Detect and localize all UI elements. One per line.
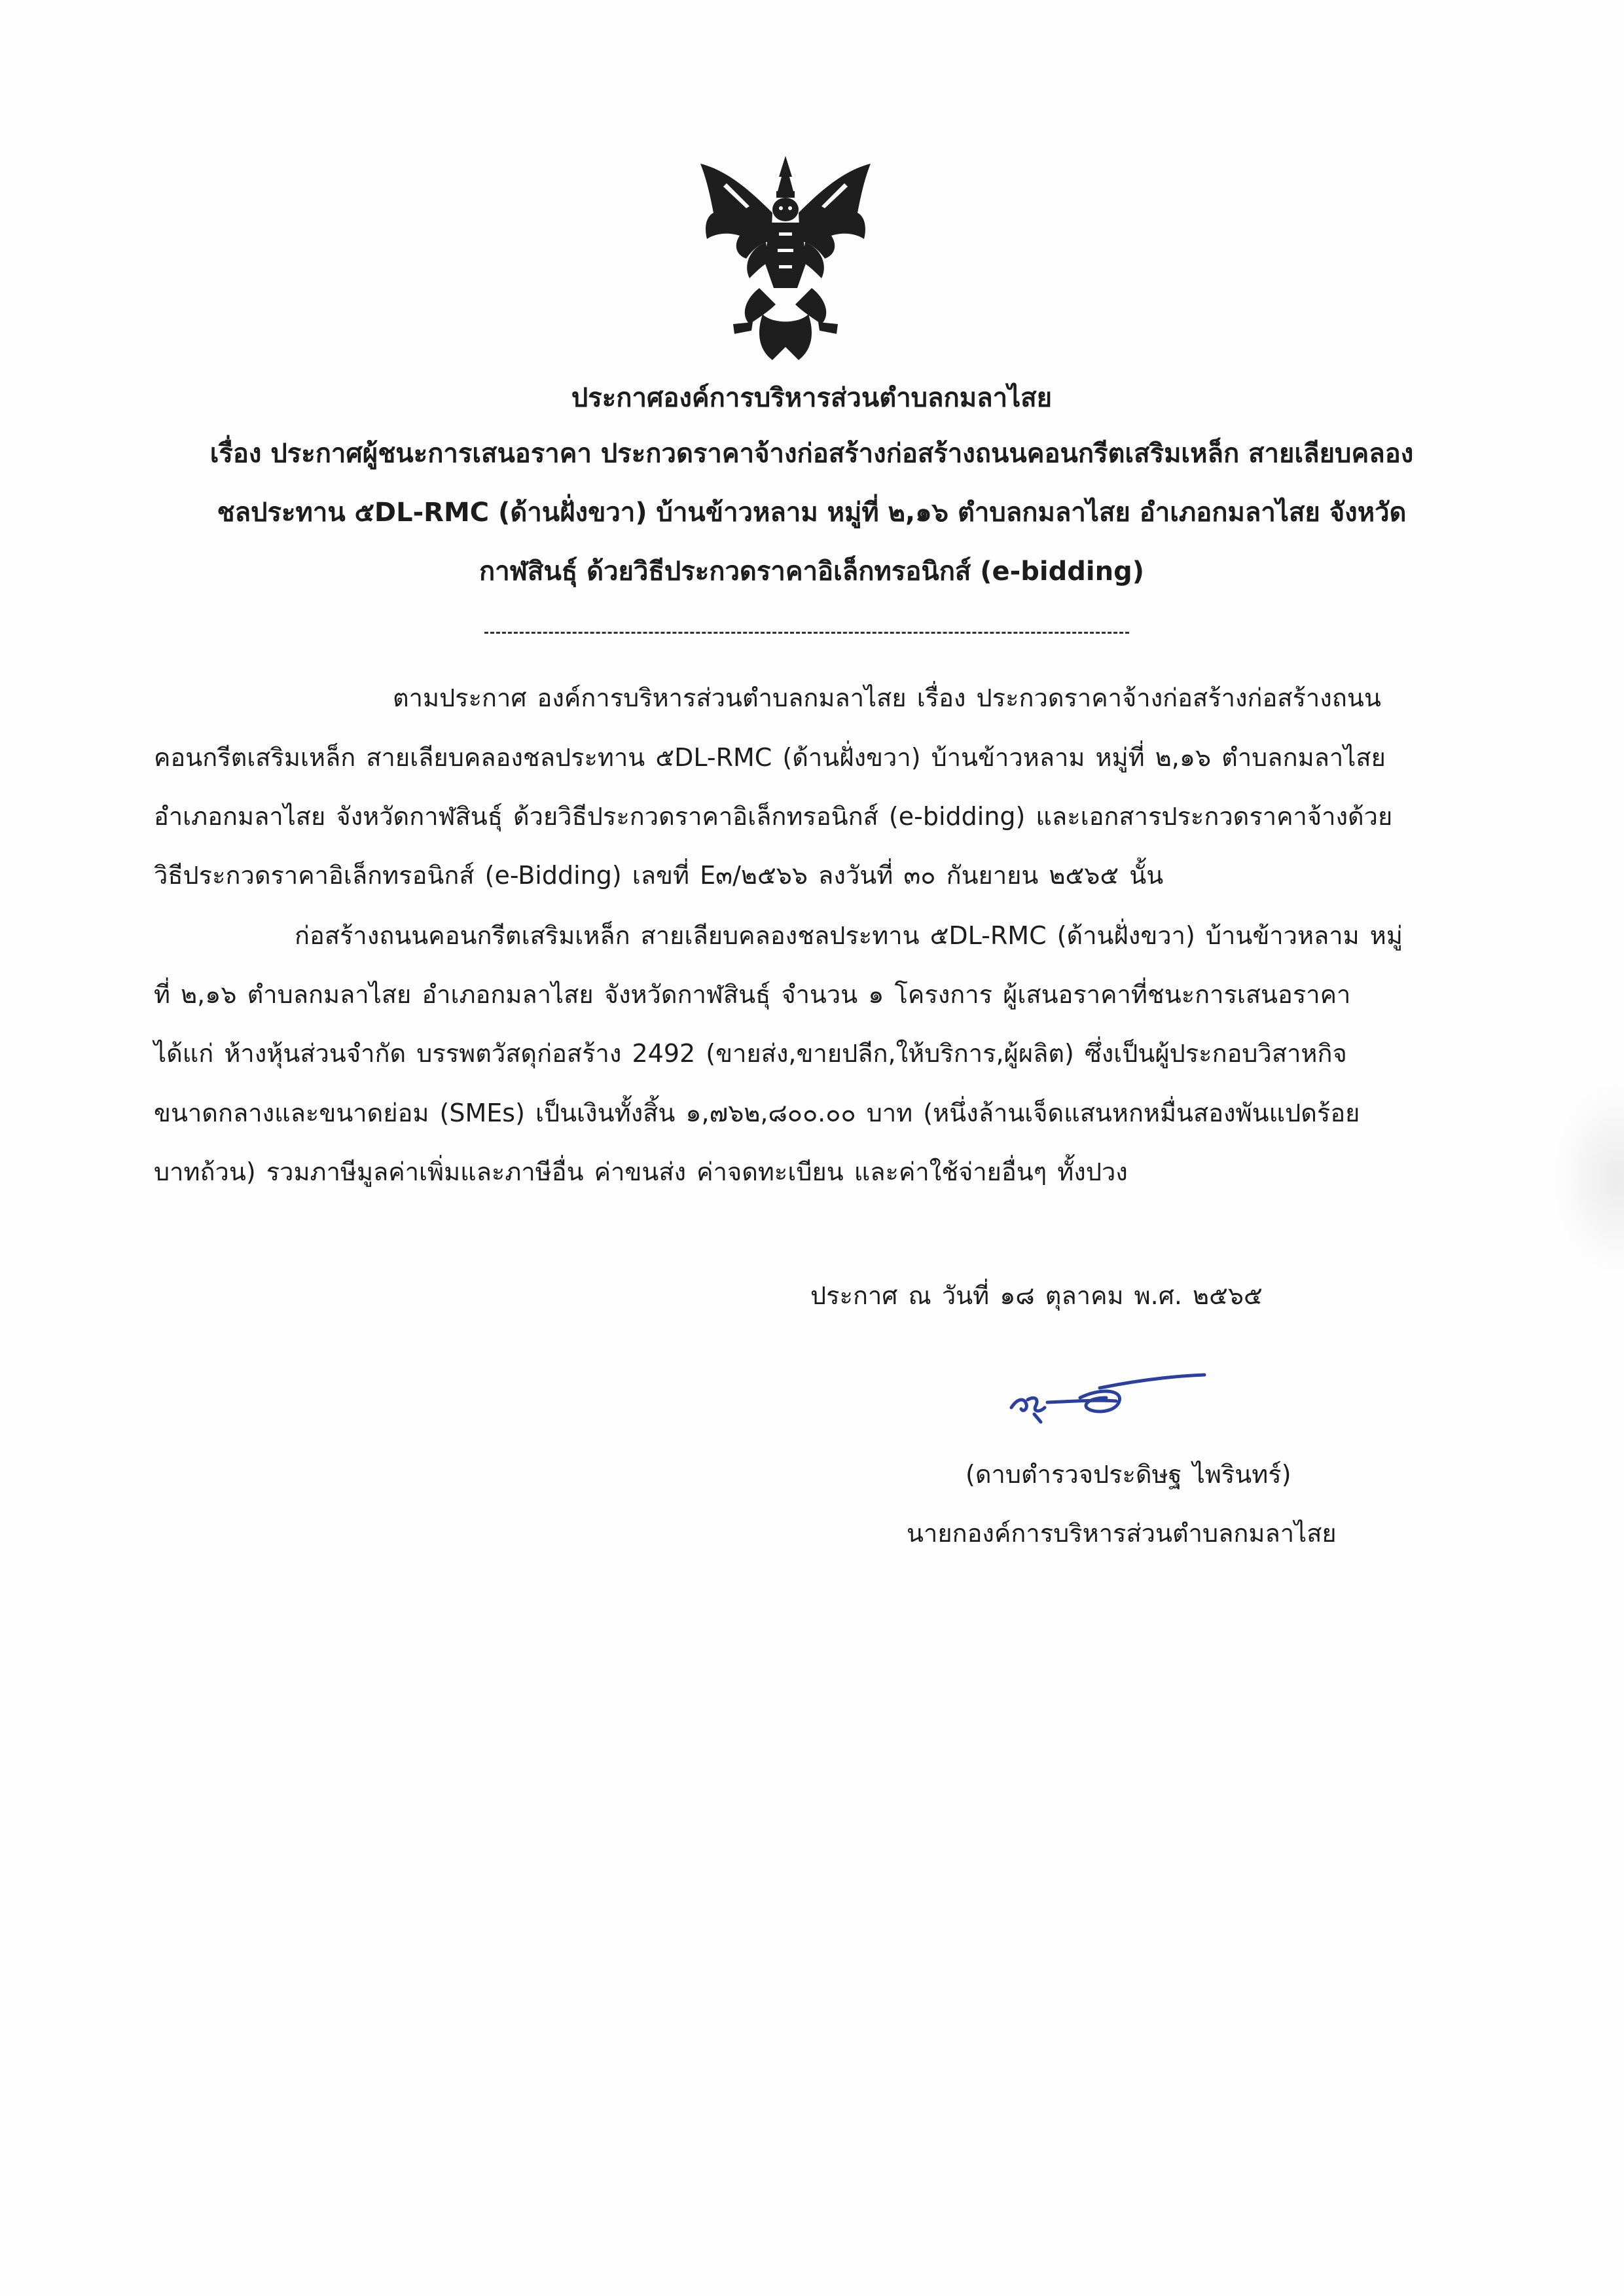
paragraph-2-line-2: ที่ ๒,๑๖ ตำบลกมลาไสย อำเภอกมลาไสย จังหวัดกาฬสินธุ์ จำนวน ๑ โครงการ ผู้เสนอราคาที่ชนะการเสนอราคา bbox=[154, 980, 1351, 1009]
signer-name: (ดาบตำรวจประดิษฐ ไพรินทร์) bbox=[965, 1460, 1291, 1489]
paragraph-2-line-4: ขนาดกลางและขนาดย่อม (SMEs) เป็นเงินทั้งสิ้น ๑,๗๖๒,๘๐๐.๐๐ บาท (หนึ่งล้านเจ็ดแสนหกหมื่นสองพันแปดร้อย bbox=[154, 1099, 1360, 1127]
paragraph-1-line-4: วิธีประกวดราคาอิเล็กทรอนิกส์ (e-Bidding) เลขที่ E๓/๒๕๖๖ ลงวันที่ ๓๐ กันยายน ๒๕๖๕ นั้น bbox=[154, 861, 1164, 890]
paragraph-2-line-1: ก่อสร้างถนนคอนกรีตเสริมเหล็ก สายเลียบคลองชลประทาน ๕DL-RMC (ด้านฝั่งขวา) บ้านข้าวหลาม หมู่ bbox=[295, 921, 1403, 950]
announcement-title: ประกาศองค์การบริหารส่วนตำบลกมลาไสย bbox=[571, 383, 1053, 413]
subject-line-2: ชลประทาน ๕DL-RMC (ด้านฝั่งขวา) บ้านข้าวหลาม หมู่ที่ ๒,๑๖ ตำบลกมลาไสย อำเภอกมลาไสย จังหวัด bbox=[217, 498, 1407, 528]
announcement-date: ประกาศ ณ วันที่ ๑๘ ตุลาคม พ.ศ. ๒๕๖๕ bbox=[810, 1281, 1263, 1310]
handwritten-signature bbox=[1001, 1362, 1218, 1440]
subject-line-1: เรื่อง ประกาศผู้ชนะการเสนอราคา ประกวดราคาจ้างก่อสร้างก่อสร้างถนนคอนกรีตเสริมเหล็ก สายเลียบคลอง bbox=[209, 439, 1414, 469]
paper-stain bbox=[1552, 1080, 1624, 1277]
paragraph-1-line-2: คอนกรีตเสริมเหล็ก สายเลียบคลองชลประทาน ๕DL-RMC (ด้านฝั่งขวา) บ้านข้าวหลาม หมู่ที่ ๒,๑๖ ตำบลกมลาไสย bbox=[154, 743, 1386, 772]
paragraph-2-line-3: ได้แก่ ห้างหุ้นส่วนจำกัด บรรพตวัสดุก่อสร้าง 2492 (ขายส่ง,ขายปลีก,ให้บริการ,ผู้ผลิต) ซึ่งเป็นผู้ประกอบวิสาหกิจ bbox=[154, 1039, 1347, 1068]
subject-line-3: กาฬสินธุ์ ด้วยวิธีประกวดราคาอิเล็กทรอนิกส์ (e-bidding) bbox=[479, 556, 1144, 587]
separator-line bbox=[484, 632, 1129, 634]
paragraph-2-line-5: บาทถ้วน) รวมภาษีมูลค่าเพิ่มและภาษีอื่น ค่าขนส่ง ค่าจดทะเบียน และค่าใช้จ่ายอื่นๆ ทั้งปวง bbox=[154, 1157, 1128, 1186]
paragraph-1-line-1: ตามประกาศ องค์การบริหารส่วนตำบลกมลาไสย เรื่อง ประกวดราคาจ้างก่อสร้างก่อสร้างถนน bbox=[393, 683, 1381, 712]
paragraph-1-line-3: อำเภอกมลาไสย จังหวัดกาฬสินธุ์ ด้วยวิธีประกวดราคาอิเล็กทรอนิกส์ (e-bidding) และเอกสารประกวดราคาจ้างด้วย bbox=[154, 802, 1393, 831]
garuda-emblem-icon bbox=[687, 151, 884, 367]
signer-title: นายกองค์การบริหารส่วนตำบลกมลาไสย bbox=[907, 1519, 1337, 1548]
